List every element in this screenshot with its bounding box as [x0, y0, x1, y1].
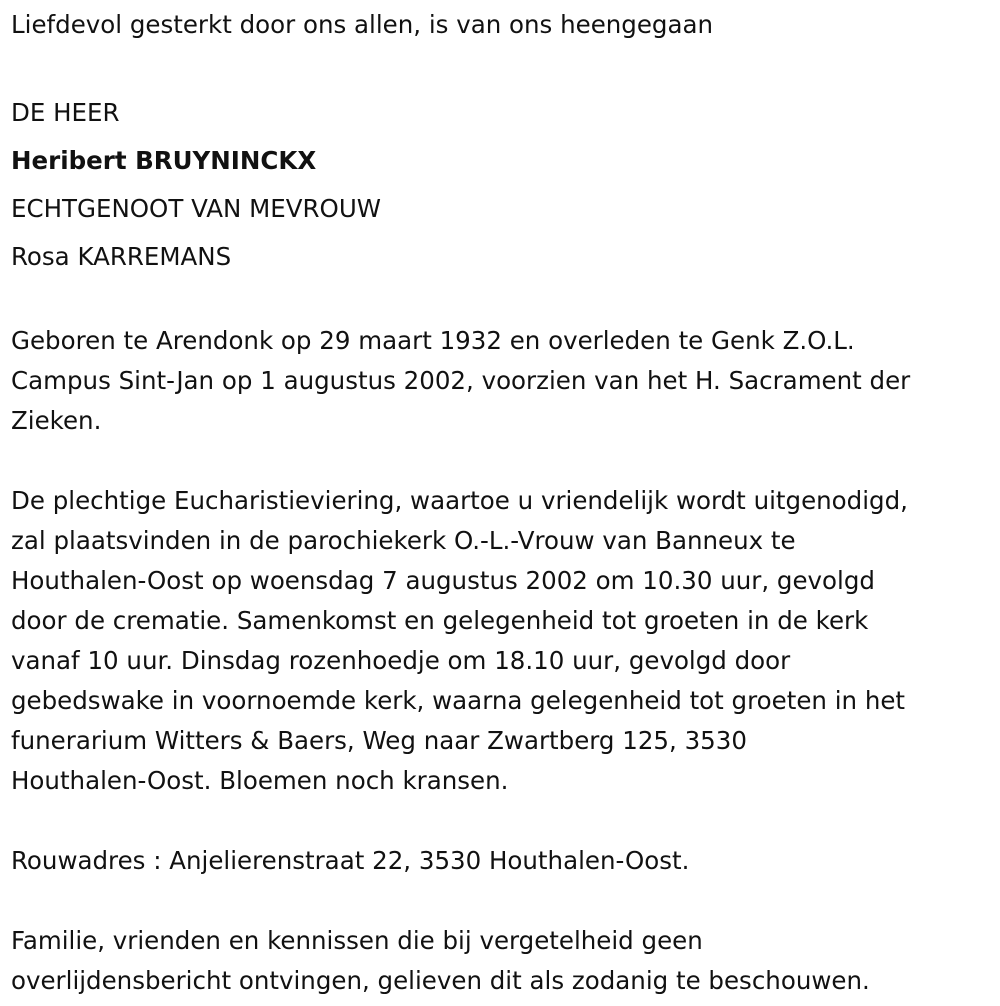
paragraph-line: Houthalen-Oost op woensdag 7 augustus 2002 om 10.30 uur, gevolgd — [11, 566, 875, 595]
spacer — [11, 45, 996, 89]
paragraph-line: Familie, vrienden en kennissen die bij vergetelheid geen — [11, 926, 703, 955]
mourning-address: Rouwadres : Anjelierenstraat 22, 3530 Houthalen-Oost. — [11, 846, 690, 875]
ceremony-paragraph — [11, 481, 996, 801]
spacer — [11, 281, 996, 321]
deceased-name: Heribert BRUYNINCKX — [11, 146, 317, 175]
obituary-notice — [11, 5, 996, 1001]
birth-death-paragraph — [11, 321, 996, 441]
intro-line: Liefdevol gesterkt door ons allen, is van ons heengegaan — [11, 10, 714, 39]
paragraph-line: door de crematie. Samenkomst en gelegenheid tot groeten in de kerk — [11, 606, 869, 635]
paragraph-line: funerarium Witters & Baers, Weg naar Zwartberg 125, 3530 — [11, 726, 747, 755]
paragraph-line: Campus Sint-Jan op 1 augustus 2002, voorzien van het H. Sacrament der — [11, 366, 911, 395]
paragraph-line: overlijdensbericht ontvingen, gelieven dit als zodanig te beschouwen. — [11, 966, 870, 995]
spacer — [11, 441, 996, 481]
relation-line: ECHTGENOOT VAN MEVROUW — [11, 194, 382, 223]
closing-paragraph — [11, 921, 996, 1001]
paragraph-line: zal plaatsvinden in de parochiekerk O.-L.-Vrouw van Banneux te — [11, 526, 796, 555]
spouse-name: Rosa KARREMANS — [11, 242, 232, 271]
paragraph-line: vanaf 10 uur. Dinsdag rozenhoedje om 18.10 uur, gevolgd door — [11, 646, 791, 675]
paragraph-line: De plechtige Eucharistieviering, waartoe u vriendelijk wordt uitgenodigd, — [11, 486, 908, 515]
paragraph-line: Houthalen-Oost. Bloemen noch kransen. — [11, 766, 509, 795]
paragraph-line: Zieken. — [11, 406, 102, 435]
title-line: DE HEER — [11, 98, 120, 127]
spacer — [11, 881, 996, 921]
paragraph-line: Geboren te Arendonk op 29 maart 1932 en overleden te Genk Z.O.L. — [11, 326, 855, 355]
spacer — [11, 801, 996, 841]
paragraph-line: gebedswake in voornoemde kerk, waarna gelegenheid tot groeten in het — [11, 686, 906, 715]
